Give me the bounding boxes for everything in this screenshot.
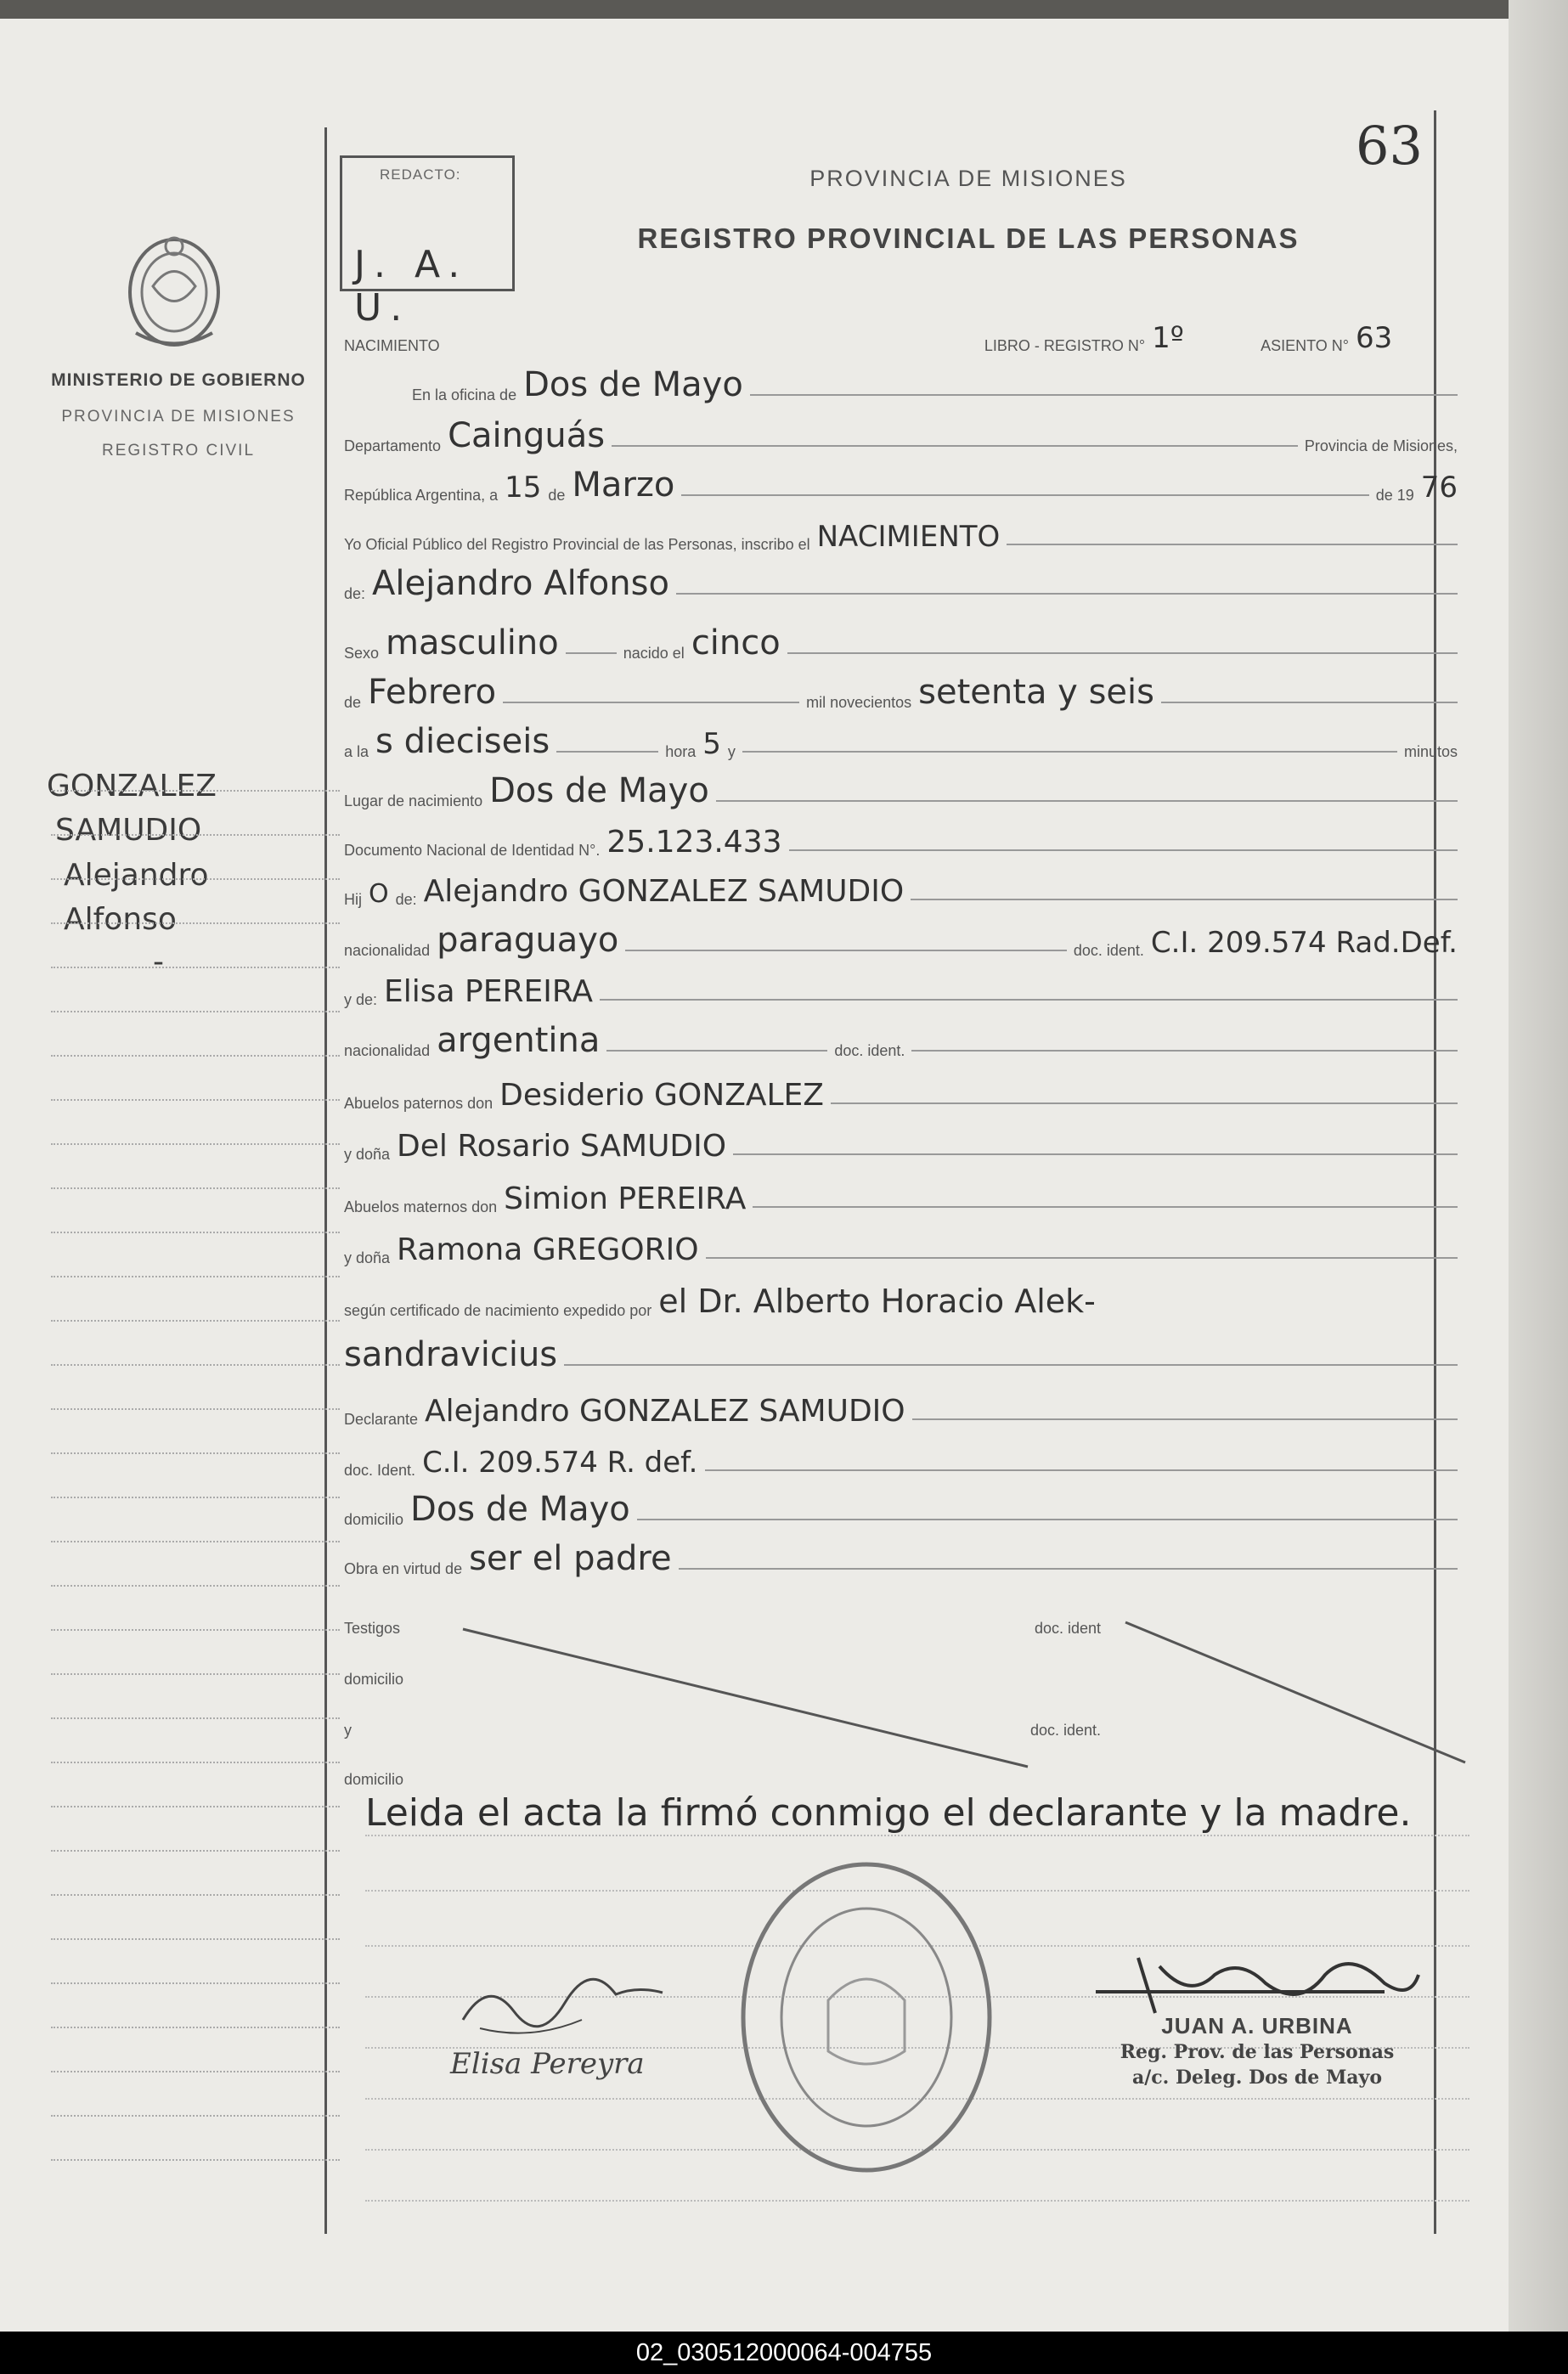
dona1-label: y doña (344, 1146, 391, 1163)
libro-value: 1º (1152, 321, 1184, 355)
registry-title: REGISTRO PROVINCIAL DE LAS PERSONAS (637, 223, 1300, 254)
margin-note-line: GONZALEZ (47, 769, 217, 804)
declarante-value: Alejandro GONZALEZ SAMUDIO (425, 1394, 905, 1429)
nac-padre-value: paraguayo (437, 921, 619, 960)
sexo-value: masculino (386, 623, 559, 663)
republica-label: República Argentina, a (344, 487, 499, 504)
ministry-province: PROVINCIA DE MISIONES (61, 408, 296, 426)
certificado-label: según certificado de nacimiento expedido por (344, 1302, 652, 1319)
redacto-label: REDACTO: (380, 166, 461, 183)
madre-value: Elisa PEREIRA (384, 974, 594, 1009)
doc-ident1-label: doc. ident (1034, 1620, 1101, 1637)
mother-signature: Elisa Pereyra (450, 2047, 645, 2081)
mil-label: mil novecientos (806, 694, 912, 711)
doc-decl-value: C.I. 209.574 R. def. (422, 1446, 698, 1480)
domicilio-label: domicilio (344, 1511, 404, 1528)
closing-statement: Leida el acta la firmó conmigo el declarante y la madre. (365, 1791, 1412, 1835)
official-title-2: a/c. Deleg. Dos de Mayo (1131, 2067, 1383, 2089)
official-stamp-icon (735, 1856, 998, 2179)
oficina-label: En la oficina de (412, 386, 517, 403)
departamento-label: Departamento (344, 437, 442, 454)
nac-madre-value: argentina (437, 1021, 601, 1060)
y-label: y (727, 743, 736, 760)
margin-note-line: Alejandro (64, 858, 209, 893)
lugar-label: Lugar de nacimiento (344, 792, 483, 809)
domicilio3-label: domicilio (344, 1771, 404, 1788)
doc-decl-label: doc. Ident. (344, 1462, 416, 1479)
province-title: PROVINCIA DE MISIONES (809, 166, 1127, 191)
hora-label: hora (665, 743, 697, 760)
doc-padre-value: C.I. 209.574 Rad.Def. (1150, 926, 1458, 960)
abuelo-mat-value: Simion PEREIRA (504, 1181, 747, 1216)
official-signature-block (1087, 2013, 1427, 2090)
hora-value: 5 (702, 727, 721, 761)
ministry-name: MINISTERIO DE GOBIERNO (51, 370, 306, 390)
abuelos-pat-label: Abuelos paternos don (344, 1095, 494, 1112)
anio-nac-value: setenta y seis (918, 673, 1154, 712)
departamento-value: Cainguás (448, 416, 606, 455)
year-value: 76 (1420, 471, 1458, 505)
scan-id-footer: 02_030512000064-004755 (0, 2332, 1568, 2374)
doc-padre-label: doc. ident. (1073, 942, 1144, 959)
margin-note-line: - (153, 945, 164, 979)
libro-label: LIBRO - REGISTRO N° (984, 337, 1146, 354)
provincia-suffix: Provincia de Misiones, (1304, 437, 1458, 454)
obra-label: Obra en virtud de (344, 1560, 463, 1577)
margin-note-line: Alfonso (64, 902, 177, 937)
doc-ident2-label: doc. ident. (1029, 1722, 1101, 1739)
dni-label: Documento Nacional de Identidad N°. (344, 842, 601, 859)
official-signature-scribble (1079, 1941, 1435, 2017)
mother-signature-scribble (454, 1969, 675, 2045)
redacto-value: J. A. U. (354, 243, 469, 330)
alas-label: a la (344, 743, 369, 760)
nacido-label: nacido el (623, 645, 685, 662)
page-number: 63 (1356, 115, 1423, 177)
de2-label: de (344, 694, 362, 711)
de-name-label: de: (344, 585, 366, 602)
certificado-value-cont: sandravicius (344, 1335, 558, 1374)
certificado-value: el Dr. Alberto Horacio Alek- (658, 1283, 1096, 1320)
month-value: Marzo (572, 465, 675, 505)
inscribo-value: NACIMIENTO (816, 520, 1001, 554)
abuelos-mat-label: Abuelos maternos don (344, 1198, 498, 1215)
day-value: 15 (505, 471, 542, 505)
dni-value: 25.123.433 (606, 825, 782, 860)
padre-value: Alejandro GONZALEZ SAMUDIO (423, 874, 905, 909)
asiento-value: 63 (1356, 321, 1393, 355)
minutos-label: minutos (1403, 743, 1458, 760)
padre-label: de: (395, 891, 417, 908)
hijo-label: Hij (344, 891, 362, 908)
abuelo-pat-value: Desiderio GONZALEZ (499, 1078, 824, 1113)
hijo-suffix: O (369, 879, 389, 909)
doc-madre-label: doc. ident. (834, 1042, 905, 1059)
year-label: de 19 (1375, 487, 1414, 504)
oficina-value: Dos de Mayo (523, 365, 743, 404)
official-title-1: Reg. Prov. de las Personas (1120, 2041, 1395, 2063)
ministry-office: REGISTRO CIVIL (101, 442, 256, 460)
nac-padre-label: nacionalidad (344, 942, 431, 959)
y2-label: y (344, 1722, 352, 1739)
sexo-label: Sexo (344, 645, 380, 662)
name-value: Alejandro Alfonso (372, 564, 669, 603)
nac-madre-label: nacionalidad (344, 1042, 431, 1059)
mes-nac-value: Febrero (368, 673, 497, 712)
oficial-label: Yo Oficial Público del Registro Provincial de las Personas, inscribo el (344, 536, 810, 553)
dona2-label: y doña (344, 1249, 391, 1266)
domicilio-value: Dos de Mayo (410, 1490, 630, 1529)
abuela-pat-value: Del Rosario SAMUDIO (397, 1129, 727, 1164)
nacimiento-label: NACIMIENTO (344, 337, 440, 354)
margin-note-line: SAMUDIO (55, 813, 202, 848)
asiento-label: ASIENTO N° (1261, 337, 1349, 354)
obra-value: ser el padre (469, 1539, 672, 1578)
de-label: de (548, 487, 566, 504)
hora-words-value: s dieciseis (375, 722, 550, 761)
nacido-value: cinco (691, 623, 781, 663)
official-name: JUAN A. URBINA (1161, 2013, 1353, 2038)
domicilio2-label: domicilio (344, 1671, 404, 1688)
testigos-label: Testigos (344, 1620, 401, 1637)
lugar-value: Dos de Mayo (489, 771, 709, 810)
madre-label: y de: (344, 991, 378, 1008)
declarante-label: Declarante (344, 1411, 419, 1428)
abuela-mat-value: Ramona GREGORIO (397, 1232, 699, 1267)
